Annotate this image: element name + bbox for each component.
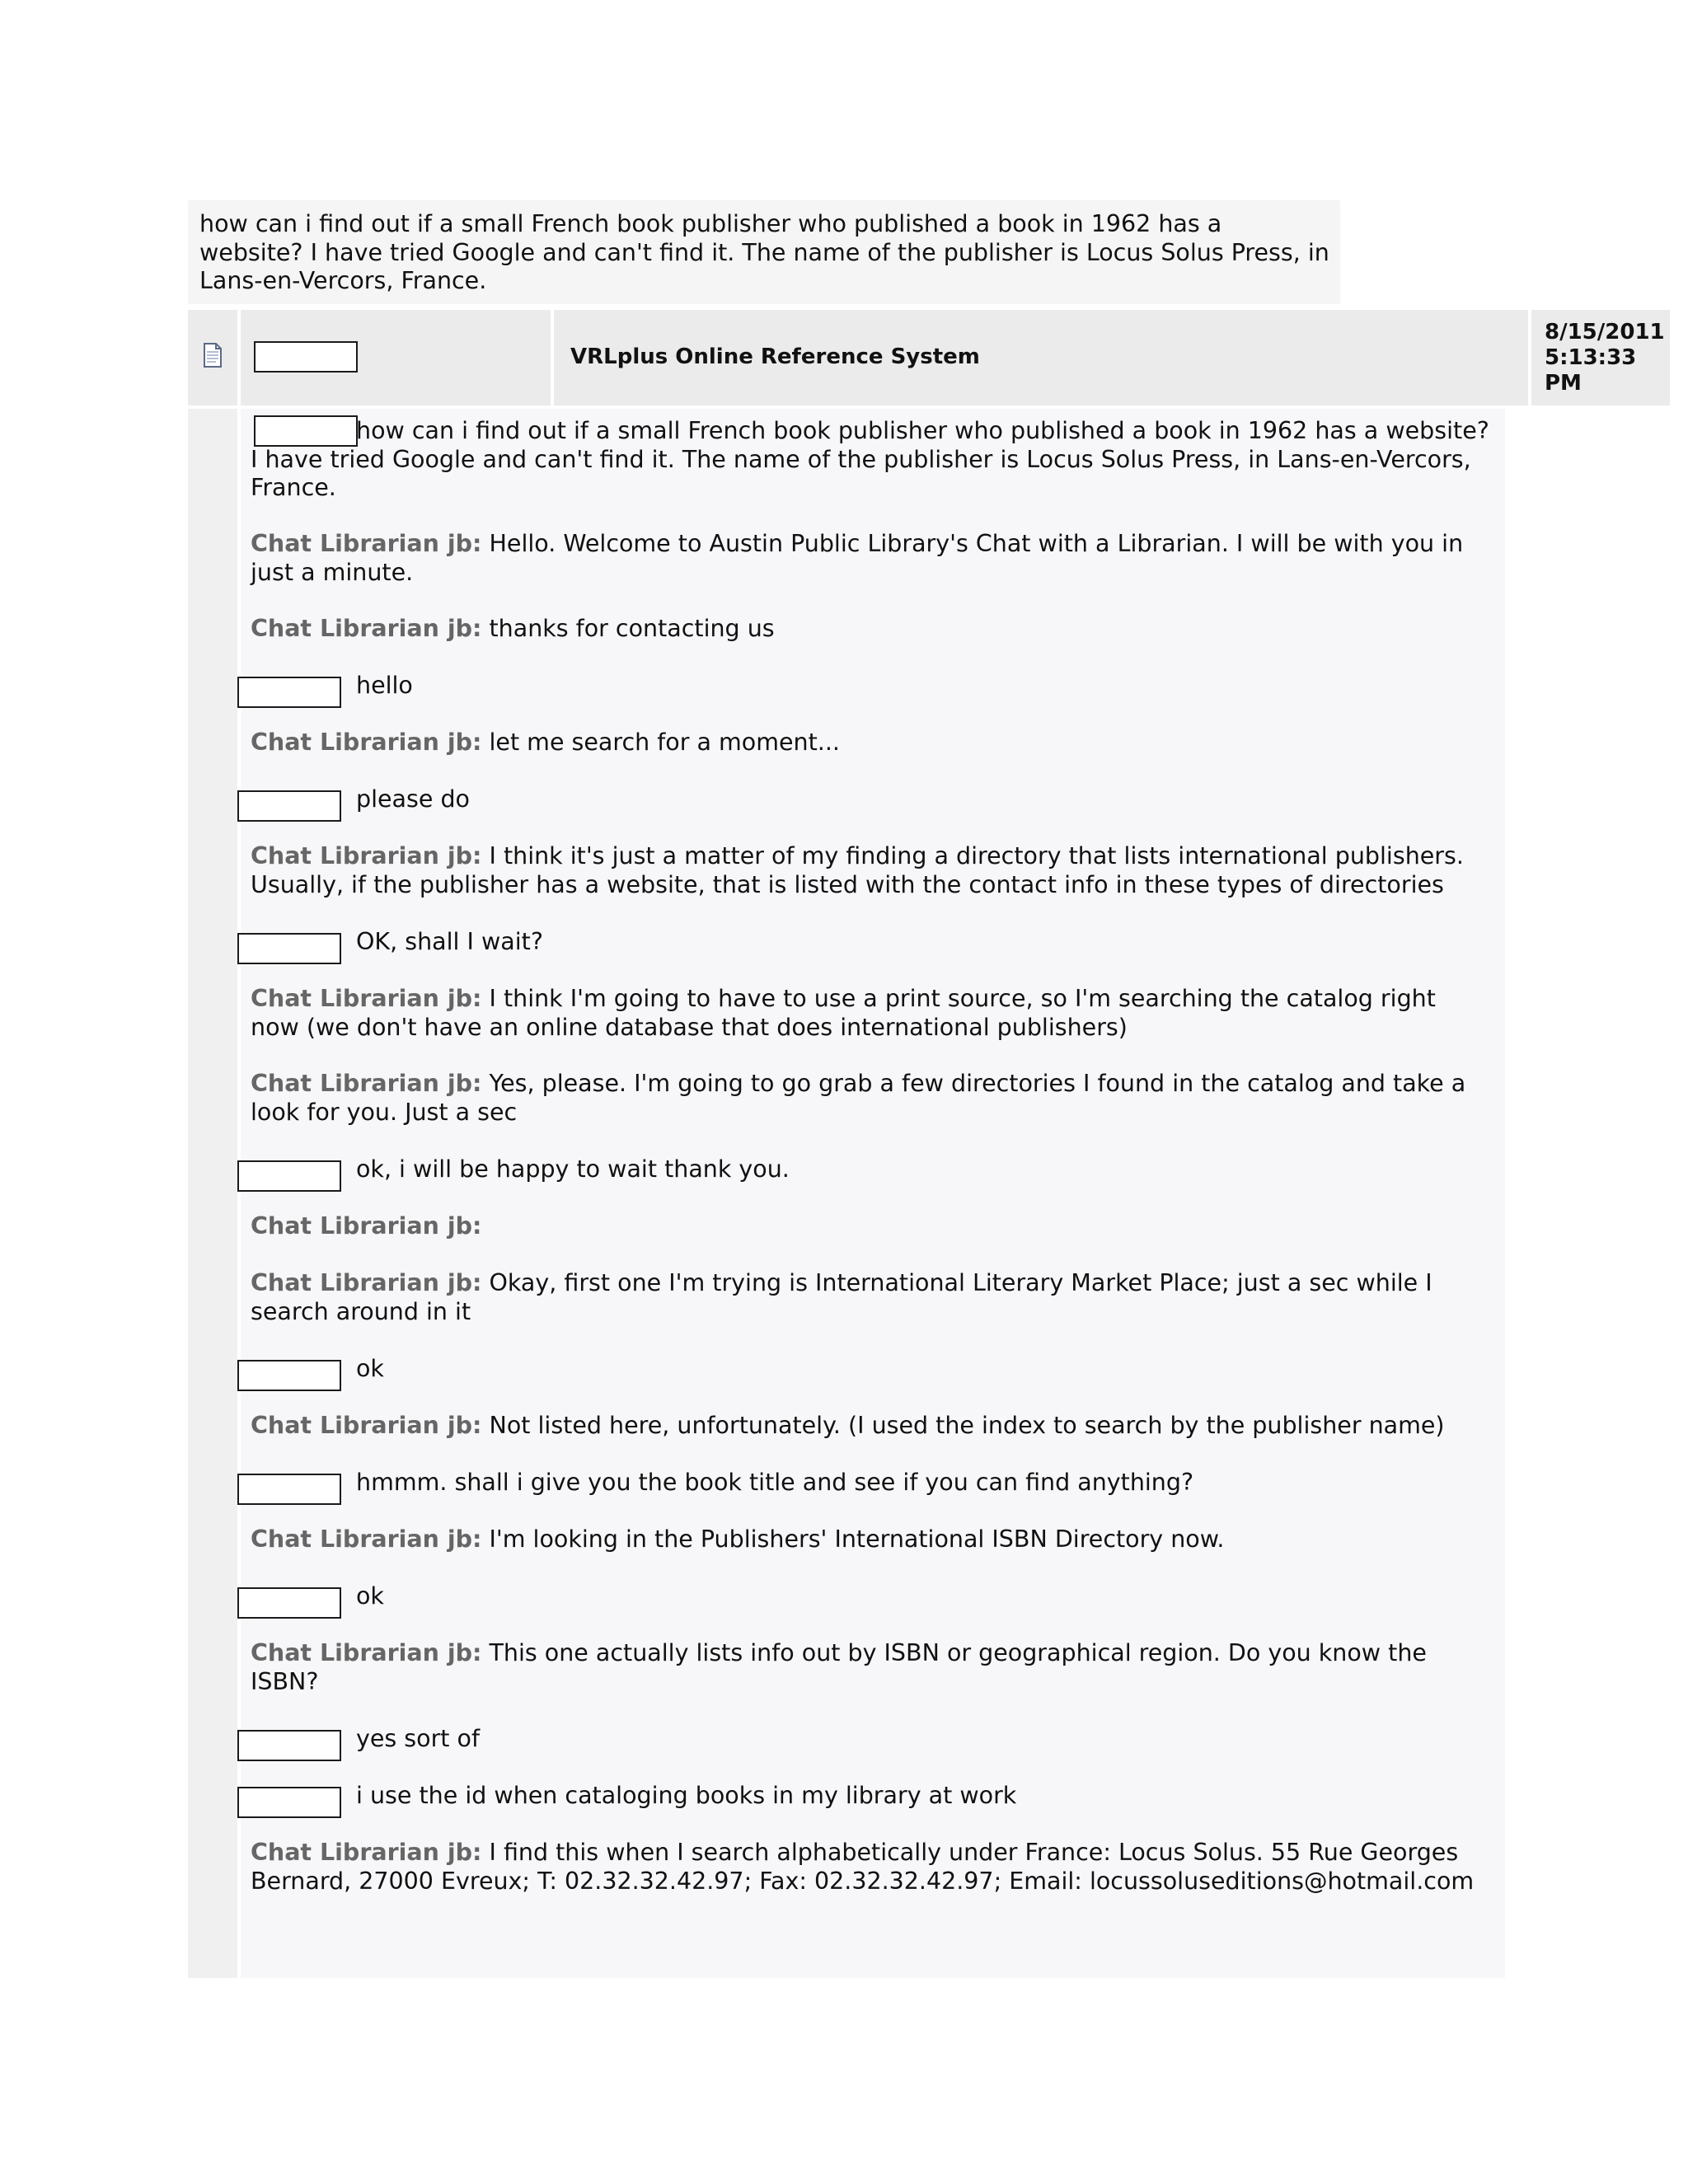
redacted-patron-name xyxy=(237,1360,341,1391)
patron-message: hmmm. shall i give you the book title and see if you can find anything? xyxy=(356,1469,1194,1496)
redacted-patron-name xyxy=(237,1474,341,1505)
librarian-name: Chat Librarian jb: xyxy=(251,729,482,756)
system-cell xyxy=(554,310,1528,405)
patron-message: please do xyxy=(356,785,470,813)
librarian-message xyxy=(251,1269,1491,1326)
message-text: I find this when I search alphabetically under France: Locus Solus. 55 Rue Georges Bernard, 27000 Evreux; T: 02.32.32.42.97; Fax: 02.32.32.42.97; Email: locussoluseditions@hotmail.com xyxy=(251,1839,1475,1895)
question-text: how can i find out if a small French book publisher who published a book in 1962 has a website? I have tried Google and can't find it. The name of the publisher is Locus Solus Press, in Lans-en-Vercors, France. xyxy=(188,200,1340,304)
librarian-message xyxy=(251,1070,1491,1127)
librarian-name: Chat Librarian jb: xyxy=(251,985,482,1012)
redacted-patron-name xyxy=(237,790,341,822)
message-text: let me search for a moment... xyxy=(489,729,840,756)
librarian-message xyxy=(251,1839,1491,1896)
patron-message: yes sort of xyxy=(356,1725,481,1752)
timestamp-date: 8/15/2011 xyxy=(1545,320,1665,344)
message-text: This one actually lists info out by ISBN or geographical region. Do you know the ISBN? xyxy=(251,1639,1427,1695)
librarian-message xyxy=(251,1212,1491,1241)
librarian-name: Chat Librarian jb: xyxy=(251,1070,482,1097)
chat-transcript xyxy=(241,409,1505,1978)
librarian-name: Chat Librarian jb: xyxy=(251,530,482,557)
librarian-name: Chat Librarian jb: xyxy=(251,615,482,642)
librarian-message xyxy=(251,1526,1491,1554)
message-text: Yes, please. I'm going to go grab a few directories I found in the catalog and take a look for you. Just a sec xyxy=(251,1070,1466,1126)
redacted-patron-name xyxy=(237,1787,341,1818)
patron-message: ok, i will be happy to wait thank you. xyxy=(356,1155,790,1183)
patron-message: ok xyxy=(356,1582,384,1610)
librarian-message xyxy=(251,530,1491,587)
librarian-name: Chat Librarian jb: xyxy=(251,1639,482,1666)
transcript-header xyxy=(188,310,1665,405)
patron-message: ok xyxy=(356,1355,384,1382)
redacted-patron-name xyxy=(237,933,341,964)
librarian-name: Chat Librarian jb: xyxy=(251,1212,482,1240)
redacted-patron-name xyxy=(237,1160,341,1192)
icon-cell xyxy=(188,310,237,405)
message-text: Hello. Welcome to Austin Public Library's Chat with a Librarian. I will be with you in just a minute. xyxy=(251,530,1464,586)
librarian-message xyxy=(251,985,1491,1042)
message-text: Not listed here, unfortunately. (I used the index to search by the publisher name) xyxy=(489,1412,1445,1439)
message-text: I think it's just a matter of my finding a directory that lists international publishers. Usually, if the publisher has a website, that is listed with the contact info in these types of directories xyxy=(251,842,1464,898)
librarian-message xyxy=(251,729,1491,757)
system-name: VRLplus Online Reference System xyxy=(570,344,980,369)
librarian-message xyxy=(251,1639,1491,1696)
message-text: I'm looking in the Publishers' International ISBN Directory now. xyxy=(489,1526,1225,1553)
redacted-sender xyxy=(254,341,358,373)
message-text: Okay, first one I'm trying is International Literary Market Place; just a sec while I search around in it xyxy=(251,1269,1432,1325)
date-cell xyxy=(1531,310,1670,405)
timestamp xyxy=(1545,320,1665,396)
timestamp-time: 5:13:33 xyxy=(1545,345,1637,370)
redacted-patron-name xyxy=(237,677,341,708)
librarian-name: Chat Librarian jb: xyxy=(251,1412,482,1439)
timestamp-ampm: PM xyxy=(1545,371,1582,396)
patron-message: hello xyxy=(356,672,413,699)
document-icon[interactable] xyxy=(203,343,223,368)
redacted-patron-name xyxy=(237,1587,341,1619)
transcript-gutter xyxy=(188,409,237,1978)
librarian-name: Chat Librarian jb: xyxy=(251,1526,482,1553)
redacted-patron-name xyxy=(237,1730,341,1761)
sender-cell xyxy=(241,310,551,405)
message-text: I think I'm going to have to use a print source, so I'm searching the catalog right now (we don't have an online database that does international publishers) xyxy=(251,985,1436,1041)
patron-message: OK, shall I wait? xyxy=(356,928,543,955)
librarian-message xyxy=(251,1412,1491,1441)
patron-message: i use the id when cataloging books in my library at work xyxy=(356,1782,1017,1809)
message-text: thanks for contacting us xyxy=(489,615,775,642)
librarian-name: Chat Librarian jb: xyxy=(251,1269,482,1296)
librarian-message xyxy=(251,842,1491,899)
librarian-name: Chat Librarian jb: xyxy=(251,842,482,869)
patron-first-message: how can i find out if a small French book publisher who published a book in 1962 has a website? I have tried Google and can't find it. The name of the publisher is Locus Solus Press, in Lans-en-Vercors, France. xyxy=(251,417,1489,501)
librarian-name: Chat Librarian jb: xyxy=(251,1839,482,1866)
librarian-message xyxy=(251,615,1491,644)
